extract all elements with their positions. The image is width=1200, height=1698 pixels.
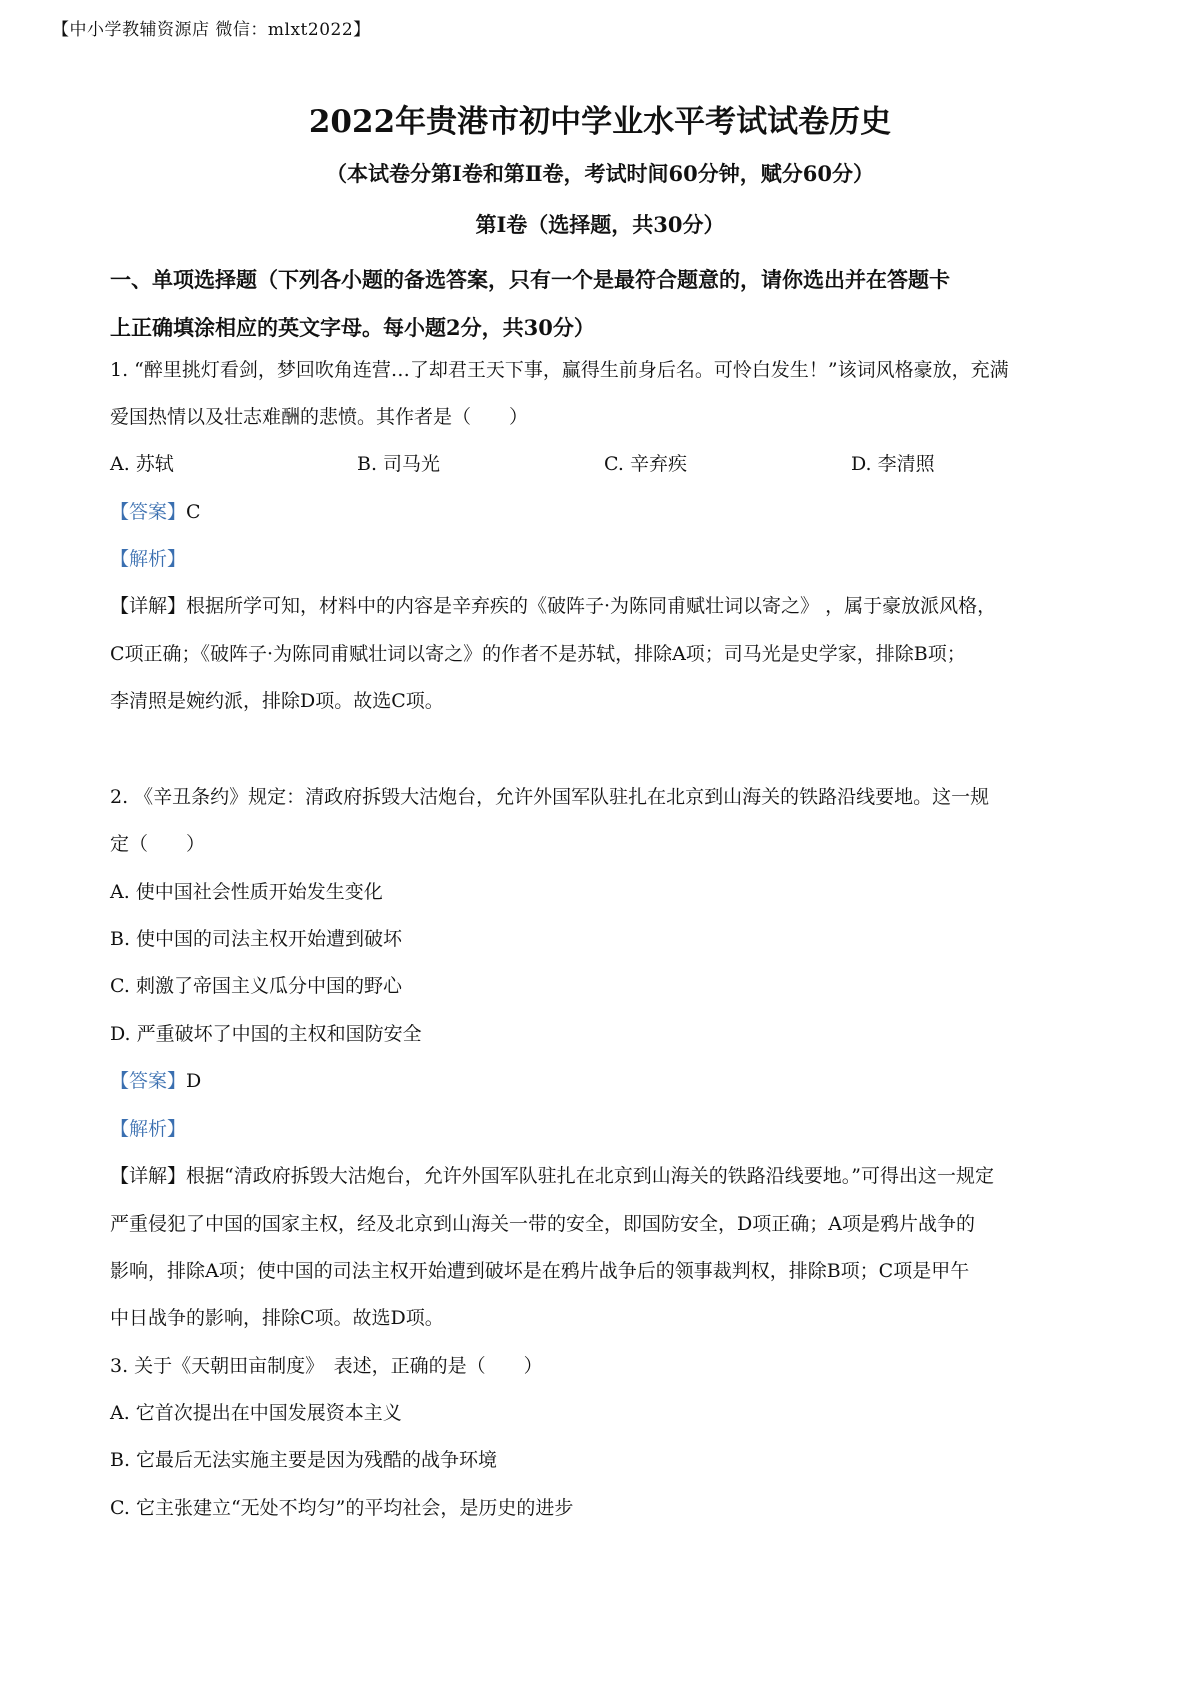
q1-answer-label: 【答案】 <box>110 501 187 523</box>
volume-heading: 第Ⅰ卷（选择题，共30分） <box>475 212 725 237</box>
q1-stem-line2: 爱国热情以及壮志难酬的悲愤。其作者是（ ） <box>110 406 529 428</box>
q2-stem-line2: 定（ ） <box>110 833 206 855</box>
q1-analysis-label: 【解析】 <box>110 548 187 570</box>
q1-answer <box>110 498 1110 526</box>
q1-answer-value: C <box>186 501 201 523</box>
exam-subtitle: （本试卷分第Ⅰ卷和第Ⅱ卷，考试时间60分钟，赋分60分） <box>326 161 874 186</box>
q1-option-b: B. 司马光 <box>357 453 441 475</box>
exam-title: 2022年贵港市初中学业水平考试试卷历史 <box>308 104 892 140</box>
q1-detail-label: 【详解】 <box>110 595 187 617</box>
q2-answer <box>110 1067 1110 1095</box>
q1-detail-line3: 李清照是婉约派，排除D项。故选C项。 <box>110 690 444 712</box>
q2-analysis-label: 【解析】 <box>110 1118 187 1140</box>
resource-banner: 【中小学教辅资源店 微信：mlxt2022】 <box>52 20 371 40</box>
q1-detail-text1: 根据所学可知，材料中的内容是辛弃疾的《破阵子·为陈同甫赋壮词以寄之》 ，属于豪放派风格， <box>186 595 997 617</box>
q2-detail-line2: 严重侵犯了中国的国家主权，经及北京到山海关一带的安全，即国防安全，D项正确；A项是鸦片战争的 <box>110 1213 975 1235</box>
q2-detail-text1: 根据“清政府拆毁大沽炮台，允许外国军队驻扎在北京到山海关的铁路沿线要地。”可得出这一规定 <box>186 1165 994 1187</box>
q2-option-b: B. 使中国的司法主权开始遭到破坏 <box>110 928 403 950</box>
q2-answer-value: D <box>186 1070 202 1092</box>
q2-option-a: A. 使中国社会性质开始发生变化 <box>110 881 383 903</box>
section-heading-line2: 上正确填涂相应的英文字母。每小题2分，共30分） <box>110 315 595 340</box>
q2-detail-label: 【详解】 <box>110 1165 187 1187</box>
q2-stem-line1: 2. 《辛丑条约》规定：清政府拆毁大沽炮台，允许外国军队驻扎在北京到山海关的铁路沿线要地。这一规 <box>110 786 990 808</box>
q3-option-c: C. 它主张建立“无处不均匀”的平均社会，是历史的进步 <box>110 1497 574 1519</box>
q1-option-a: A. 苏轼 <box>110 453 174 475</box>
q1-option-c: C. 辛弃疾 <box>604 453 687 475</box>
q2-answer-label: 【答案】 <box>110 1070 187 1092</box>
q2-detail-line1 <box>110 1162 1110 1190</box>
section-heading <box>110 256 1110 352</box>
q1-detail-line2: C项正确；《破阵子·为陈同甫赋壮词以寄之》的作者不是苏轼，排除A项；司马光是史学家，排除B项； <box>110 643 966 665</box>
q3-option-b: B. 它最后无法实施主要是因为残酷的战争环境 <box>110 1449 498 1471</box>
q2-option-c: C. 刺激了帝国主义瓜分中国的野心 <box>110 975 402 997</box>
q1-option-d: D. 李清照 <box>851 453 935 475</box>
q2-option-d: D. 严重破坏了中国的主权和国防安全 <box>110 1023 422 1045</box>
q1-stem-line1: 1. “醉里挑灯看剑，梦回吹角连营…了却君王天下事，赢得生前身后名。可怜白发生！”该词风格豪放，充满 <box>110 359 1009 381</box>
q3-stem-line1: 3. 关于《天朝田亩制度》 表述，正确的是（ ） <box>110 1355 543 1377</box>
q3-option-a: A. 它首次提出在中国发展资本主义 <box>110 1402 402 1424</box>
q1-detail-line1 <box>110 592 1110 620</box>
q2-detail-line3: 影响，排除A项；使中国的司法主权开始遭到破坏是在鸦片战争后的领事裁判权，排除B项；C项是甲午 <box>110 1260 970 1282</box>
q2-detail-line4: 中日战争的影响，排除C项。故选D项。 <box>110 1307 444 1329</box>
section-heading-line1: 一、单项选择题（下列各小题的备选答案，只有一个是最符合题意的，请你选出并在答题卡 <box>110 267 950 292</box>
